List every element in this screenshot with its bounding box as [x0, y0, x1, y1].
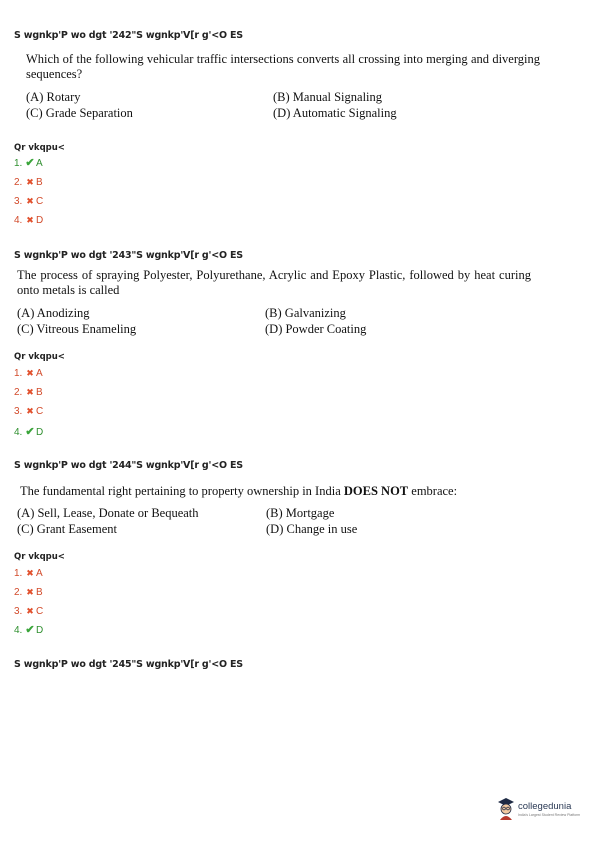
cross-icon: ✖: [26, 587, 34, 597]
check-icon: ✔: [25, 157, 35, 169]
check-icon: ✔: [25, 426, 35, 438]
option-d: (D) Automatic Signaling: [273, 106, 397, 120]
question-text: [20, 484, 534, 499]
cross-icon: ✖: [26, 368, 34, 378]
choice-letter: C: [36, 406, 44, 417]
option-b: (B) Mortgage: [266, 506, 335, 520]
options-label: Qr vkqpu<: [14, 143, 65, 153]
question-text-part: embrace:: [408, 484, 458, 498]
cross-icon: ✖: [26, 196, 34, 206]
cross-icon: ✖: [26, 215, 34, 225]
choice-row: [14, 566, 43, 580]
cross-icon: ✖: [26, 387, 34, 397]
choice-number: 2.: [14, 177, 23, 188]
choice-row: [14, 156, 43, 170]
choice-row: [14, 366, 43, 380]
choice-row: [14, 213, 43, 227]
choice-letter: C: [36, 196, 44, 207]
choice-number: 3.: [14, 196, 23, 207]
choice-number: 1.: [14, 568, 23, 579]
choice-letter: A: [36, 368, 43, 379]
choice-number: 4.: [14, 625, 23, 636]
cross-icon: ✖: [26, 177, 34, 187]
choice-letter: D: [36, 427, 44, 438]
choice-number: 1.: [14, 368, 23, 379]
choice-number: 4.: [14, 215, 23, 226]
option-a: (A) Anodizing: [17, 306, 90, 320]
choice-number: 3.: [14, 606, 23, 617]
choice-letter: B: [36, 177, 43, 188]
choice-row: [14, 604, 43, 618]
choice-number: 2.: [14, 587, 23, 598]
question-emphasis: DOES NOT: [343, 484, 409, 498]
choice-row: [14, 585, 43, 599]
option-c: (C) Grade Separation: [26, 106, 133, 120]
student-face-icon: [497, 797, 515, 821]
choice-number: 2.: [14, 387, 23, 398]
question-text: Which of the following vehicular traffic intersections converts all crossing into merging and diverging sequences?: [26, 52, 540, 81]
option-c: (C) Vitreous Enameling: [17, 322, 137, 336]
cross-icon: ✖: [26, 606, 34, 616]
cross-icon: ✖: [26, 406, 34, 416]
choice-letter: A: [36, 568, 43, 579]
choice-letter: B: [36, 587, 43, 598]
question-header: S wgnkp'P wo dgt '245"S wgnkp'V[r g'<O ES: [14, 659, 243, 670]
option-b: (B) Manual Signaling: [273, 90, 383, 104]
choice-number: 4.: [14, 427, 23, 438]
question-text-part: The fundamental right pertaining to property ownership in India: [20, 484, 344, 498]
option-b: (B) Galvanizing: [265, 306, 346, 320]
choice-row: [14, 175, 43, 189]
option-a: (A) Rotary: [26, 90, 81, 104]
option-d: (D) Powder Coating: [265, 322, 367, 336]
collegedunia-logo: [497, 797, 583, 825]
question-header: S wgnkp'P wo dgt '242"S wgnkp'V[r g'<O ES: [14, 30, 243, 41]
options-label: Qr vkqpu<: [14, 352, 65, 362]
options-label: Qr vkqpu<: [14, 552, 65, 562]
choice-row: [14, 425, 43, 439]
question-header: S wgnkp'P wo dgt '243"S wgnkp'V[r g'<O ES: [14, 250, 243, 261]
logo-name: collegedunia: [518, 801, 572, 812]
choice-letter: C: [36, 606, 44, 617]
question-text: The process of spraying Polyester, Polyurethane, Acrylic and Epoxy Plastic, followed by heat curing onto metals is called: [17, 268, 531, 297]
option-c: (C) Grant Easement: [17, 522, 117, 536]
check-icon: ✔: [25, 624, 35, 636]
choice-row: [14, 194, 43, 208]
choice-letter: B: [36, 387, 43, 398]
question-header: S wgnkp'P wo dgt '244"S wgnkp'V[r g'<O ES: [14, 460, 243, 471]
logo-tagline: India's Largest Student Review Platform: [518, 813, 581, 817]
choice-row: [14, 385, 43, 399]
choice-row: [14, 623, 43, 637]
choice-letter: D: [36, 625, 44, 636]
choice-number: 1.: [14, 158, 23, 169]
choice-letter: A: [36, 158, 43, 169]
cross-icon: ✖: [26, 568, 34, 578]
option-a: (A) Sell, Lease, Donate or Bequeath: [17, 506, 199, 520]
choice-row: [14, 404, 43, 418]
choice-number: 3.: [14, 406, 23, 417]
choice-letter: D: [36, 215, 44, 226]
option-d: (D) Change in use: [266, 522, 358, 536]
